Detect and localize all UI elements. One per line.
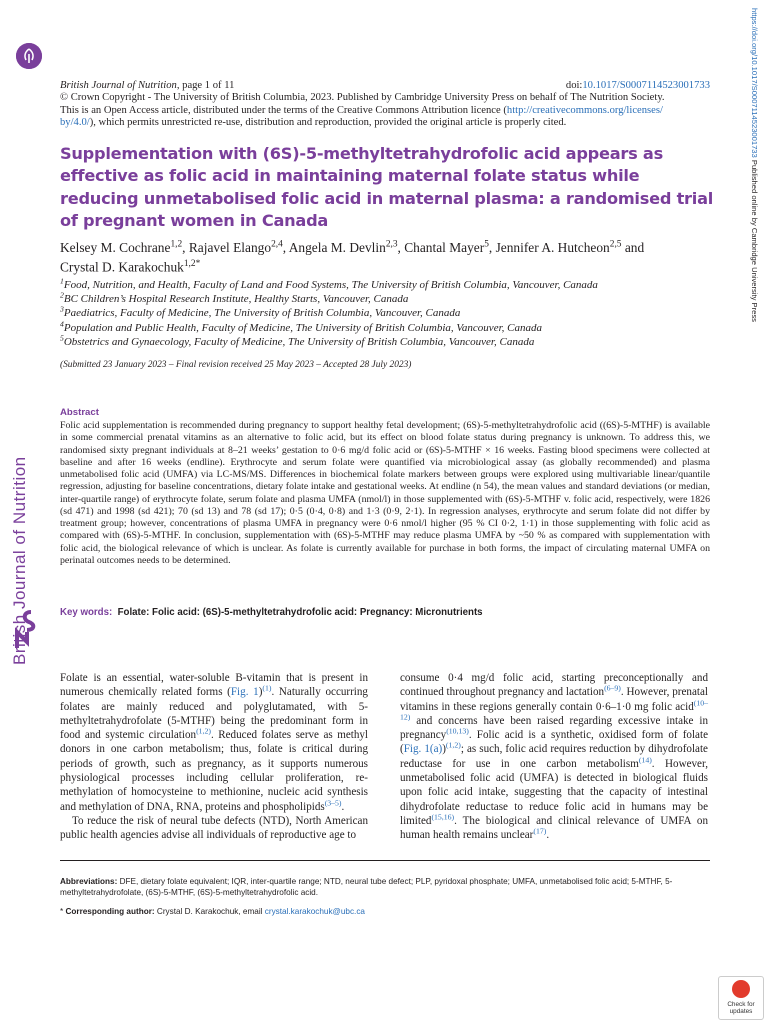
keywords: [60, 607, 720, 618]
citation[interactable]: (17): [533, 826, 547, 836]
doi-label: doi:: [565, 80, 583, 91]
keywords-text: Folate: Folic acid: (6S)-5-methyltetrahydrofolic acid: Pregnancy: Micronutrients: [117, 607, 483, 618]
affiliation: $^2$BC Children’s Hospital Research Institute, Healthy Starts, Vancouver, Canada: [60, 290, 409, 306]
author-name: Kelsey M. Cochrane: [60, 240, 171, 255]
author-name: Crystal D. Karakochuk: [60, 259, 184, 275]
side-journal-title: British Journal of Nutrition: [10, 456, 29, 665]
figure-panel-link[interactable]: (a): [429, 743, 443, 756]
keywords-label: Key words:: [60, 607, 113, 618]
author-name: Angela M. Devlin: [288, 240, 386, 255]
affiliation: $^4$Population and Public Health, Faculty of Medicine, The University of British Columbia, Vancouver, Canada: [60, 318, 542, 334]
author-name: Jennifer A. Hutcheon: [495, 240, 610, 255]
author-separator: ,: [182, 240, 189, 255]
license-link-cont[interactable]: by/4.0/: [60, 117, 90, 129]
paragraph: To reduce the risk of neural tube defects (NTD), North American public health agencies advise all individuals of reproductive age to: [60, 814, 368, 842]
author-email-link[interactable]: crystal.karakochuk@ubc.ca: [264, 906, 365, 916]
license-statement: This is an Open Access article, distributed under the terms of the Creative Commons Attribution licence (http://creativecommons.org/licenses/ by/4.0/), which permits unrestricted re-use, distribution and reproduction, provided the original article is properly cited.: [60, 104, 663, 129]
author-list: [60, 239, 720, 275]
figure-link[interactable]: Fig. 1: [403, 743, 430, 756]
author-affiliation-marker: 1,2: [170, 239, 183, 250]
side-doi-strip: [742, 8, 764, 358]
author-affiliation-marker: 5: [484, 239, 489, 250]
author-separator: ,: [282, 240, 289, 255]
nutrition-society-logo-icon: [13, 608, 41, 650]
check-for-updates-button[interactable]: [718, 976, 764, 1020]
footnotes: [60, 876, 720, 917]
citation[interactable]: (1): [262, 683, 272, 693]
page-number: , page 1 of 11: [176, 80, 235, 91]
journal-name: British Journal of Nutrition: [60, 80, 177, 91]
bookmark-icon: [732, 980, 750, 998]
citation[interactable]: (6–9): [604, 683, 621, 693]
citation[interactable]: (1,2): [445, 740, 461, 750]
figure-link[interactable]: Fig. 1: [230, 686, 259, 699]
side-doi-note: Published online by Cambridge University Press: [750, 157, 759, 322]
abstract-text: Folic acid supplementation is recommended during pregnancy to support healthy fetal development; (6S)-5-methyltetrahydrofolic acid ((6S)-5-MTHF) is available in some commercial prenatal vitamins as an alternative to folic acid, but its effect on blood folate status during pregnancy is unknown. To address this, we randomised sixty pregnant individuals at 8–21 weeks’ gestation to 0·6 mg/d folic acid or (6S)-5-MTHF × 16 weeks. Fasting blood specimens were collected at baseline and after 16 weeks (endline). Erythrocyte and serum folate were quantified via microbiological assay (as globally recommended) and plasma unmetabolised folic acid (UMFA) via LC-MS/MS. Differences in biochemical folate markers between groups were explored using multivariable linear/quantile regression, adjusting for baseline concentrations, dietary folate intake and gestational weeks. At endline (n 54), the mean values and standard deviations (or median, inter-quartile range) of erythrocyte folate, serum folate and plasma UMFA (nmol/l) in those supplemented with (6S)-5-MTHF v. folic acid, respectively, were 1826 (sd 471) and 1998 (sd 421); 70 (sd 13) and 78 (sd 17); 0·5 (0·4, 0·8) and 1·3 (0·9, 2·1). In regression analyses, erythrocyte and serum folate did not differ by treatment group; however, concentrations of plasma UMFA in pregnancy were 0·6 nmol/l higher (95 % CI 0·2, 1·1) in those supplementing with folic acid as compared with (6S)-5-MTHF. In conclusion, supplementation with (6S)-5-MTHF may reduce plasma UMFA by ~50 % as compared with supplementation with folic acid, the biological relevance of which is unclear. As folate is currently available for purchase in both forms, the impact of circulating maternal UMFA on perinatal outcomes needs to be determined.: [60, 420, 710, 566]
author-affiliation-marker: 1,2: [183, 259, 196, 269]
citation[interactable]: (14): [638, 755, 652, 765]
affiliation: $^3$Paediatrics, Faculty of Medicine, The University of British Columbia, Vancouver, Canada: [60, 304, 461, 320]
doi-link[interactable]: 10.1017/S0007114523001733: [582, 80, 710, 91]
license-link[interactable]: http://creativecommons.org/licenses/: [506, 104, 663, 116]
author-name: Rajavel Elango: [188, 240, 272, 255]
author-separator: and: [621, 240, 645, 255]
open-access-icon: [16, 43, 42, 69]
body-column-right: [400, 671, 708, 843]
side-doi-link[interactable]: https://doi.org/10.1017/S0007114523001733: [750, 8, 759, 158]
author-name: Chantal Mayer: [404, 240, 485, 255]
copyright-line: © Crown Copyright - The University of British Columbia, 2023. Published by Cambridge University Press on behalf of The Nutrition Society.: [60, 92, 665, 104]
submission-dates: (Submitted 23 January 2023 – Final revision received 25 May 2023 – Accepted 28 July 2023): [60, 360, 412, 370]
author-separator: *: [195, 259, 201, 269]
author-separator: ,: [488, 240, 496, 255]
article-title: Supplementation with (6S)-5-methyltetrahydrofolic acid appears as effective as folic acid in maintaining maternal folate status while reducing unmetabolised folic acid in maternal plasma: a randomised trial of pregnant women in Canada: [60, 144, 714, 231]
paragraph: Folate is an essential, water-soluble B-vitamin that is present in numerous chemically related forms (Fig. 1)$^{(1)}$. Naturally occurring folates are mainly reduced and polyglutamated, with 5-methyltetrahydrofolate (5-MTHF) being the predominant form in food and systemic circulation$^{(1,2)}$. Reduced folates serve as methyl donors in one carbon metabolism; thus, folate is critical during periods of growth, such as pregnancy, as it supports numerous physiological processes including cellular proliferation, re-methylation of homocysteine to methionine, nucleic acid synthesis and methylation of DNA, RNA, proteins and phospholipids$^{(3-5)}$.: [60, 672, 369, 813]
article-header: [60, 80, 710, 130]
author-affiliation-marker: 2,5: [609, 239, 622, 250]
affiliation: $^5$Obstetrics and Gynaecology, Faculty of Medicine, The University of British Columbia, Vancouver, Canada: [60, 333, 535, 348]
corresponding-author-note: * Corresponding author: Crystal D. Karakochuk, email crystal.karakochuk@ubc.ca: [60, 906, 365, 916]
citation[interactable]: (15,16): [431, 812, 455, 822]
check-for-updates-label: Check for updates: [727, 1001, 755, 1015]
citation[interactable]: (10,13): [446, 726, 469, 736]
abstract-heading: Abstract: [60, 407, 99, 418]
citation[interactable]: (10–12): [400, 697, 708, 722]
affiliation: $^1$Food, Nutrition, and Health, Faculty of Land and Food Systems, The University of British Columbia, Vancouver, Canada: [60, 276, 598, 291]
body-column-left: [60, 671, 368, 843]
citation[interactable]: (3–5): [324, 797, 342, 807]
footnote-divider: [60, 860, 710, 861]
affiliation-list: [60, 278, 720, 349]
author-affiliation-marker: 2,3: [385, 239, 398, 250]
paragraph: consume 0·4 mg/d folic acid, starting preconceptionally and continued throughout pregnancy and lactation$^{(6-9)}$. However, prenatal vitamins in these regions generally contain 0·6–1·0 mg folic acid$^{(10-12)}$ and concerns have been raised regarding excessive intake in pregnancy$^{(10,13)}$. Folic acid is a synthetic, oxidised form of folate (Fig. 1(a))$^{(1,2)}$; as such, folic acid requires reduction by dihydrofolate reductase for use in one carbon metabolism$^{(14)}$. However, unmetabolised folic acid (UMFA) is detected in biological fluids upon folic acid intake, suggesting that the capacity of intestinal dihydrofolate reductase to reduce folic acid in humans may be limited$^{(15,16)}$. The biological and clinical relevance of UMFA on human health remains unclear$^{(17)}$.: [400, 672, 708, 842]
author-separator: ,: [397, 240, 405, 255]
citation[interactable]: (1,2): [196, 726, 211, 736]
author-affiliation-marker: 2,4: [271, 239, 283, 250]
abbreviations-note: Abbreviations: DFE, dietary folate equivalent; IQR, inter-quartile range; NTD, neural tube defect; PLP, pyridoxal phosphate; UMFA, unmetabolised folic acid; 5-MTHF, 5-methyltetrahydrofolate, (6S)-5-MTHF, (6S)-5-methyltetrahydrofolic acid.: [60, 877, 673, 898]
